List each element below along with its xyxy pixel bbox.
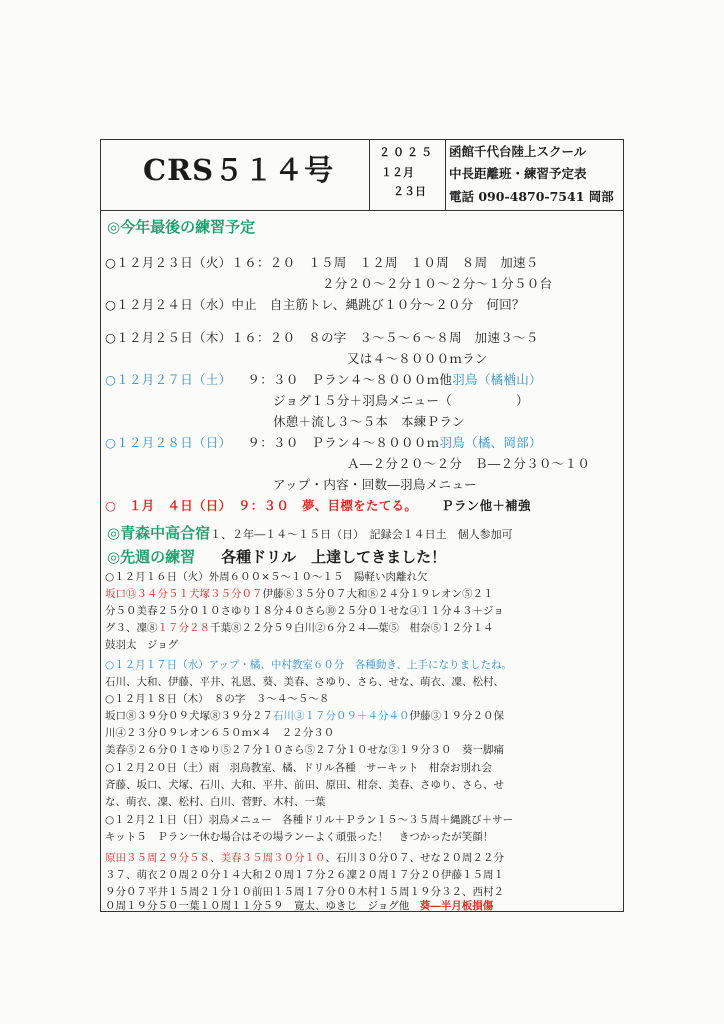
schedule-line: ○１２月２３日（火）１６：２０ １５周 １２周 １０周 ８周 加速５ bbox=[105, 255, 539, 270]
log-line: ○１２月１６日（火）外周６００×５～１０～１５ 陽軽い肉離れ欠 bbox=[105, 571, 428, 583]
log-line: 美春⑤２６分０１さゆり⑤２７分１０さら⑤２７分１０せな③１９分３０ 葵一脚痛 bbox=[105, 744, 504, 756]
header-table bbox=[101, 140, 623, 211]
log-line bbox=[105, 620, 494, 635]
log-highlight: 石川③１７分０９＋４分４０ bbox=[273, 710, 410, 722]
school-name: 函館千代台陸上スクール bbox=[449, 144, 587, 159]
log-line bbox=[105, 586, 494, 601]
schedule-line: ２分２０～２分１０～２分～１分５０台 bbox=[322, 276, 553, 291]
log-line: ○１２月１８日（木） ８の字 ３～４～５～８ bbox=[105, 693, 330, 705]
log-line: 石川、大和、伊藤、平井、礼恩、葵、美春、さゆり、さら、せな、萌衣、凜、松村、 bbox=[105, 676, 504, 688]
contact-phone: 電話 090-4870-7541 岡部 bbox=[449, 189, 614, 204]
plan-jan4-extra: Ｐラン他＋補強 bbox=[441, 498, 531, 513]
schedule-line: ○１２月２５日（木）１６：２０ ８の字 ３～５～６～８周 加速３～５ bbox=[105, 330, 539, 345]
team-name: 中長距離班・練習予定表 bbox=[449, 166, 587, 181]
log-line: ○１２月２１日（日）羽鳥メニュー 各種ドリル＋Ｐラン１５～３５周＋縄跳び＋サー bbox=[105, 814, 514, 826]
schedule-line: ジョグ１５分＋羽鳥メニュー（ ） bbox=[273, 393, 529, 408]
log-text: ０周１９分５０一葉１０周１１分５９ 寛太、ゆきじ ジョグ他 bbox=[105, 900, 420, 912]
year: ２０２５ bbox=[379, 146, 435, 159]
log-text: 伊藤③１９分２０保 bbox=[409, 710, 504, 722]
log-line: ９分０７平井１５周２１分１０前田１５周１７分００木村１５周１９分３２、西村２ bbox=[105, 886, 504, 898]
last-week-heading: ◎先週の練習 bbox=[107, 548, 196, 566]
section-plan-heading: ◎今年最後の練習予定 bbox=[107, 218, 256, 236]
plan-jan4: ○ １月 ４日（日） ９：３０ 夢、目標をたてる。 bbox=[105, 498, 418, 513]
log-text: 伊藤⑧３５分０７大和⑧２４分１９レオン⑤２１ bbox=[262, 588, 494, 600]
date-dec28: ○１２月２８日（日） bbox=[105, 435, 232, 450]
log-line: ○１２月１７日（水）アップ・橘、中村教室６０分 各種動き、上手になりましたね。 bbox=[105, 659, 513, 671]
schedule-line: 休憩＋流し３～５本 本練Ｐラン bbox=[273, 414, 466, 429]
log-line bbox=[105, 898, 493, 913]
schedule-line: 又は４～８０００ｍラン bbox=[347, 351, 488, 366]
schedule-line: Ａ―２分２０～２分 Ｂ―２分３０～１０ bbox=[347, 456, 591, 471]
plan-dec28: ９：３０ Ｐラン４～８０００ｍ bbox=[247, 435, 440, 450]
coach-dec27: 羽鳥（橘楢山） bbox=[452, 372, 542, 387]
log-highlight: 原田３５周２９分５８、美春３５周３０分１０ bbox=[105, 852, 326, 864]
month: １２月 bbox=[381, 166, 414, 179]
day: ２３日 bbox=[393, 185, 426, 198]
log-line: ３７、萌衣２０周２０分１４大和２０周１７分２６凜２０周１７分２０伊藤１５周１ bbox=[105, 869, 504, 881]
last-week-comment: 各種ドリル 上達してきました！ bbox=[221, 548, 447, 566]
log-text: 、石川３０分０７、せな２０周２２分 bbox=[325, 852, 504, 864]
title-cell bbox=[101, 140, 370, 210]
coach-dec28: 羽鳥（橘、岡部） bbox=[439, 435, 542, 450]
date-dec27: ○１２月２７日（土） bbox=[105, 372, 232, 387]
school-cell bbox=[445, 140, 623, 210]
log-text: グ３、凜⑧ bbox=[105, 622, 158, 634]
injury-note: 葵―半月板損傷 bbox=[419, 900, 494, 912]
log-text: 千葉⑧２２分５９白川②６分２４―葉⑤ 柑奈⑤１２分１４ bbox=[210, 622, 494, 634]
log-line: 分５０美春２５分０１０さゆり１８分４０さら⑩２５分０１せな④１１分４３＋ジョ bbox=[105, 605, 504, 617]
log-line bbox=[105, 850, 504, 865]
section-last-week bbox=[107, 546, 446, 567]
schedule-line bbox=[105, 496, 531, 514]
log-line bbox=[105, 708, 504, 723]
section-camp bbox=[107, 522, 513, 543]
schedule-line bbox=[105, 370, 542, 388]
log-line: 斉藤、坂口、犬塚、石川、大和、平井、前田、原田、柑奈、美春、さゆり、さら、せ bbox=[105, 779, 504, 791]
log-highlight: 坂口⑬３４分５１犬塚３５分０７ bbox=[105, 588, 263, 600]
schedule-sheet bbox=[100, 139, 624, 912]
log-line: 川④２３分０９レオン６５０ｍ×４ ２２分３０ bbox=[105, 727, 335, 739]
newsletter-title: CRS５１４号 bbox=[143, 153, 335, 187]
plan-dec27: ９：３０ Ｐラン４～８０００ｍ他 bbox=[247, 372, 453, 387]
date-cell bbox=[369, 140, 446, 210]
schedule-line: ○１２月２４日（水）中止 自主筋トレ、縄跳び１０分～２０分 何回？ bbox=[105, 297, 525, 312]
schedule-line bbox=[105, 433, 542, 451]
log-line: 鼓羽太 ジョグ bbox=[105, 639, 179, 651]
log-highlight: １７分２８ bbox=[157, 622, 210, 634]
log-line: キット５ Ｐラン一休む場合はその場ランーよく頑張った！ きつかったが笑顔！ bbox=[105, 831, 494, 843]
schedule-line: アップ・内容・回数―羽鳥メニュー bbox=[273, 477, 477, 492]
camp-detail: １、２年―１４～１５日（日） 記録会１４日土 個人参加可 bbox=[210, 528, 513, 541]
log-line: な、萌衣、凜、松村、白川、菅野、木村、一葉 bbox=[105, 796, 326, 808]
camp-heading: ◎青森中高合宿 bbox=[107, 524, 211, 542]
log-text: 坂口⑧３９分０９犬塚⑧３９分２７ bbox=[105, 710, 273, 722]
log-line: ○１２月２０日（土）雨 羽鳥教室、橘、ドリル各種 サーキット 柑奈お別れ会 bbox=[105, 762, 492, 774]
